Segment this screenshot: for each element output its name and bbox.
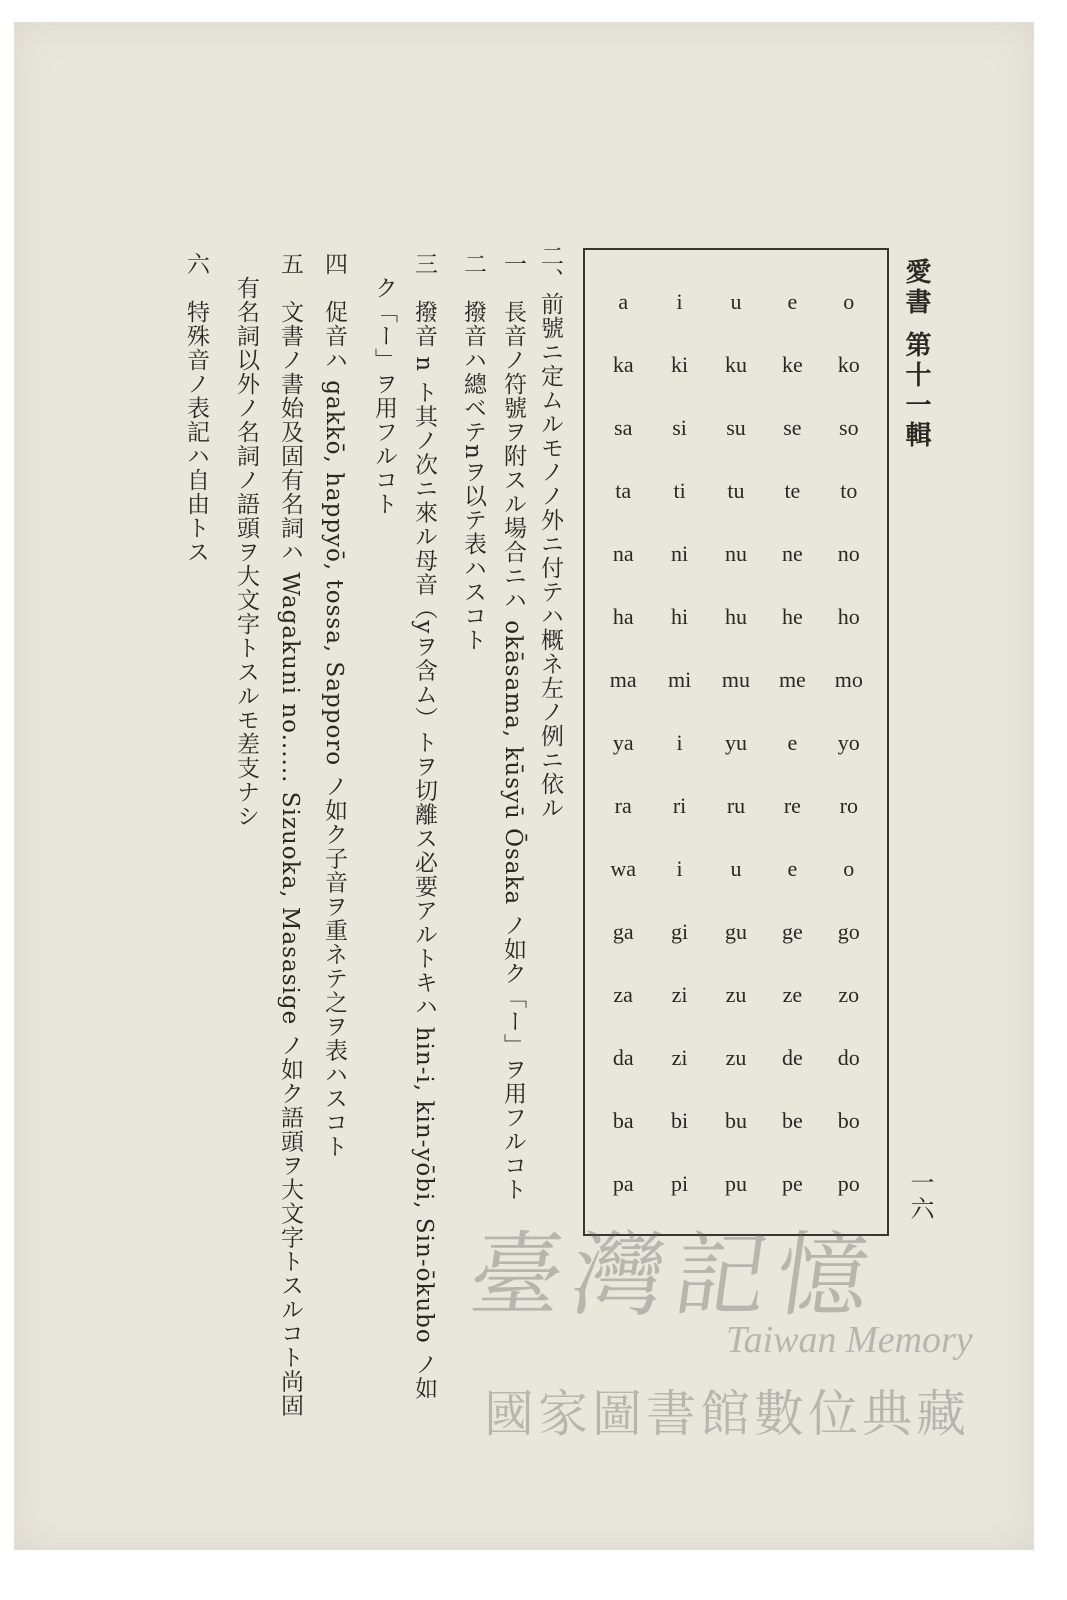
table-cell: ge xyxy=(782,919,803,944)
table-cell: mu xyxy=(721,667,751,692)
table-cell: po xyxy=(837,1171,860,1196)
table-cell: de xyxy=(782,1045,803,1070)
rule-line-3-cont: ク「ー」ヲ用フルコト xyxy=(371,252,397,516)
table-cell: ha xyxy=(612,604,634,629)
table-cell: hu xyxy=(724,604,747,629)
rule-line-3: 三 撥音 n ト其ノ次ニ來ル母音（yヲ含ム）トヲ切離ス必要アルトキハ hin-i, kin-yōbi, Sin-ōkubo ノ如 xyxy=(411,252,437,1401)
table-cell: bu xyxy=(724,1108,747,1133)
rule-line-4: 四 促音ハ gakkō, happyō, tossa, Sapporo ノ如ク子音ヲ重ネテ之ヲ表ハスコト xyxy=(321,252,347,1159)
rule-line-2: 二 撥音ハ總ベテnヲ以テ表ハスコト xyxy=(460,252,486,652)
table-cell: ta xyxy=(615,478,632,503)
table-cell: ri xyxy=(672,793,687,818)
table-cell: te xyxy=(784,478,801,503)
table-cell: yo xyxy=(837,730,860,755)
watermark-taiwan-memory-cjk: 臺灣記憶 xyxy=(463,1222,887,1329)
table-cell: ku xyxy=(724,352,747,377)
table-cell: ra xyxy=(614,793,632,818)
romanization-grid xyxy=(595,282,877,1227)
table-cell: se xyxy=(783,415,802,440)
table-cell: ko xyxy=(837,352,860,377)
running-header: 愛書 第十一輯 xyxy=(901,258,931,452)
rule-line-5: 五 文書ノ書始及固有名詞ハ Wagakuni no...... Sizuoka, Masasige ノ如ク語頭ヲ大文字トスルコト尚固 xyxy=(277,252,303,1418)
table-cell: so xyxy=(839,415,859,440)
table-cell: ni xyxy=(671,541,689,566)
table-cell: bo xyxy=(837,1108,860,1133)
table-cell: pu xyxy=(724,1171,747,1196)
table-cell: zi xyxy=(671,982,688,1007)
table-cell: i xyxy=(676,856,683,881)
table-cell: to xyxy=(840,478,858,503)
section-heading: 二、前號ニ定ムルモノノ外ニ付テハ概ネ左ノ例ニ依ル xyxy=(537,244,563,820)
table-cell: e xyxy=(787,856,798,881)
table-cell: o xyxy=(843,289,855,314)
table-cell: ti xyxy=(673,478,686,503)
table-cell: e xyxy=(787,730,798,755)
table-cell: u xyxy=(730,856,742,881)
table-cell: i xyxy=(676,289,683,314)
table-cell: ka xyxy=(612,352,634,377)
table-cell: ga xyxy=(612,919,634,944)
table-cell: hi xyxy=(671,604,689,629)
table-cell: ru xyxy=(726,793,746,818)
table-cell: ba xyxy=(612,1108,634,1133)
table-cell: a xyxy=(618,289,629,314)
table-cell: bi xyxy=(671,1108,689,1133)
table-cell: o xyxy=(843,856,855,881)
rule-line-5-cont: 有名詞以外ノ名詞ノ語頭ヲ大文字トスルモ差支ナシ xyxy=(233,252,259,828)
romanization-table xyxy=(583,248,889,1236)
table-cell: da xyxy=(612,1045,634,1070)
table-cell: go xyxy=(837,919,860,944)
table-cell: ho xyxy=(837,604,860,629)
table-cell: zu xyxy=(725,1045,747,1070)
table-cell: e xyxy=(787,289,798,314)
table-cell: ro xyxy=(839,793,858,818)
table-cell: pa xyxy=(612,1171,634,1196)
table-cell: si xyxy=(672,415,687,440)
table-cell: re xyxy=(783,793,801,818)
table-cell: sa xyxy=(614,415,633,440)
table-cell: ne xyxy=(782,541,803,566)
table-cell: tu xyxy=(727,478,745,503)
table-cell: do xyxy=(837,1045,860,1070)
table-cell: yu xyxy=(724,730,747,755)
table-cell: za xyxy=(613,982,633,1007)
table-cell: he xyxy=(782,604,803,629)
table-cell: me xyxy=(778,667,806,692)
table-cell: zi xyxy=(671,1045,688,1070)
table-cell: su xyxy=(726,415,746,440)
watermark-taiwan-memory-en: Taiwan Memory xyxy=(726,1319,973,1361)
table-cell: mi xyxy=(667,667,692,692)
table-cell: na xyxy=(612,541,634,566)
page-number: 一六 xyxy=(906,1170,934,1222)
table-cell: be xyxy=(782,1108,803,1133)
watermark-national-library: 國家圖書館數位典藏 xyxy=(484,1385,970,1443)
table-cell: zo xyxy=(838,982,860,1007)
table-cell: mo xyxy=(834,667,863,692)
table-cell: gu xyxy=(724,919,747,944)
table-cell: wa xyxy=(610,856,637,881)
table-cell: gi xyxy=(671,919,689,944)
table-cell: nu xyxy=(724,541,747,566)
book-page xyxy=(14,22,1034,1550)
table-cell: ze xyxy=(782,982,803,1007)
table-cell: i xyxy=(676,730,683,755)
rule-line-1: 一 長音ノ符號ヲ附スル場合ニハ okāsama, kūsyū Ōsaka ノ如ク「ー」ヲ用フルコト xyxy=(500,252,526,1202)
table-cell: ki xyxy=(671,352,689,377)
table-cell: zu xyxy=(725,982,747,1007)
table-cell: ya xyxy=(612,730,634,755)
table-cell: u xyxy=(730,289,742,314)
table-cell: ma xyxy=(609,667,637,692)
table-cell: pe xyxy=(782,1171,803,1196)
rule-line-6: 六 特殊音ノ表記ハ自由トス xyxy=(183,252,209,564)
table-cell: pi xyxy=(671,1171,689,1196)
table-cell: ke xyxy=(782,352,803,377)
table-cell: no xyxy=(837,541,860,566)
